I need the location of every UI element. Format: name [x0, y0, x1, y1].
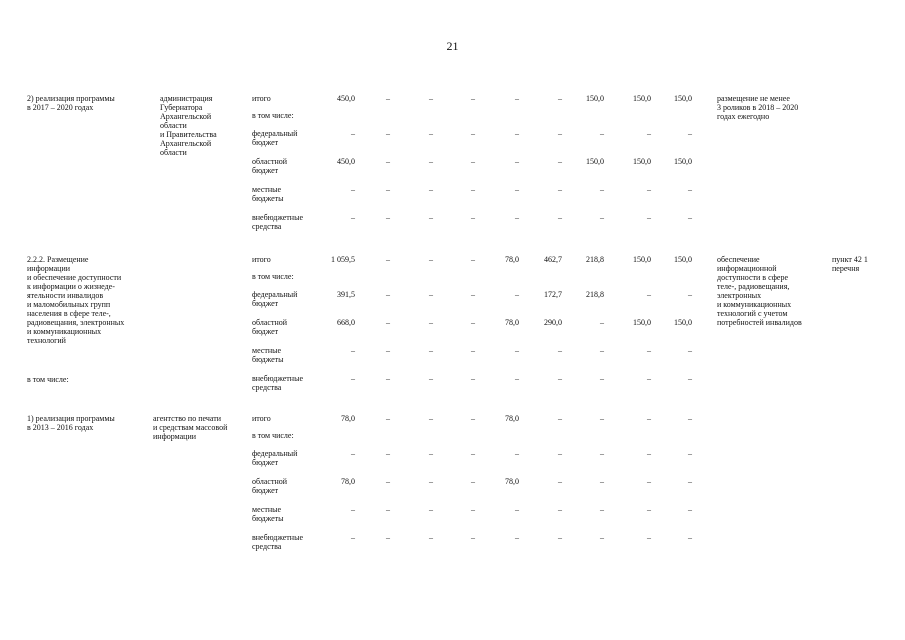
amount-cell: 391,5: [337, 290, 355, 299]
amount-cell: –: [688, 449, 692, 458]
amount-cell: 150,0: [674, 157, 692, 166]
amount-cell: –: [515, 185, 519, 194]
amount-cell: –: [471, 505, 475, 514]
amount-cell: –: [386, 374, 390, 383]
funding-source-label: в том числе:: [252, 272, 294, 281]
amount-cell: –: [600, 533, 604, 542]
amount-cell: –: [558, 505, 562, 514]
amount-cell: –: [515, 213, 519, 222]
amount-cell: –: [471, 213, 475, 222]
amount-cell: –: [600, 318, 604, 327]
funding-source-label: областной бюджет: [252, 477, 288, 495]
amount-cell: –: [386, 318, 390, 327]
amount-cell: –: [351, 533, 355, 542]
amount-cell: –: [558, 533, 562, 542]
amount-cell: –: [471, 346, 475, 355]
amount-cell: –: [688, 533, 692, 542]
amount-cell: –: [471, 157, 475, 166]
amount-cell: –: [429, 505, 433, 514]
amount-cell: –: [471, 129, 475, 138]
amount-cell: –: [600, 346, 604, 355]
amount-cell: –: [515, 374, 519, 383]
amount-cell: 150,0: [674, 94, 692, 103]
amount-cell: –: [647, 477, 651, 486]
amount-cell: –: [386, 533, 390, 542]
amount-cell: –: [429, 157, 433, 166]
section-result: обеспечение информационной доступности в сфере теле-, радиовещания, электронных и коммуникационных технологий с учетом потребностей инвалидов: [717, 255, 802, 327]
funding-source-label: внебюджетные средства: [252, 213, 303, 231]
amount-cell: –: [600, 374, 604, 383]
funding-source-label: итого: [252, 94, 271, 103]
amount-cell: 78,0: [505, 477, 519, 486]
amount-cell: –: [688, 477, 692, 486]
amount-cell: –: [558, 449, 562, 458]
amount-cell: 150,0: [633, 255, 651, 264]
amount-cell: –: [558, 185, 562, 194]
amount-cell: –: [429, 213, 433, 222]
amount-cell: –: [515, 290, 519, 299]
amount-cell: 1 059,5: [331, 255, 355, 264]
page-number: 21: [446, 39, 459, 53]
amount-cell: –: [558, 477, 562, 486]
amount-cell: –: [515, 94, 519, 103]
amount-cell: –: [647, 374, 651, 383]
amount-cell: –: [688, 505, 692, 514]
amount-cell: –: [558, 374, 562, 383]
amount-cell: –: [647, 185, 651, 194]
amount-cell: –: [429, 255, 433, 264]
amount-cell: –: [386, 346, 390, 355]
amount-cell: 150,0: [633, 94, 651, 103]
amount-cell: –: [558, 213, 562, 222]
amount-cell: –: [558, 94, 562, 103]
amount-cell: 150,0: [633, 318, 651, 327]
amount-cell: –: [647, 290, 651, 299]
funding-source-label: федеральный бюджет: [252, 290, 298, 308]
amount-cell: 78,0: [341, 477, 355, 486]
amount-cell: –: [558, 346, 562, 355]
section-footer-note: в том числе:: [27, 375, 69, 384]
amount-cell: 78,0: [341, 414, 355, 423]
amount-cell: 668,0: [337, 318, 355, 327]
section-reference: пункт 42 1 перечня: [832, 255, 868, 273]
amount-cell: –: [351, 374, 355, 383]
amount-cell: –: [429, 185, 433, 194]
amount-cell: 462,7: [544, 255, 562, 264]
amount-cell: 450,0: [337, 94, 355, 103]
amount-cell: –: [351, 505, 355, 514]
amount-cell: –: [351, 185, 355, 194]
amount-cell: –: [471, 94, 475, 103]
amount-cell: –: [600, 129, 604, 138]
amount-cell: 150,0: [674, 255, 692, 264]
amount-cell: 150,0: [586, 94, 604, 103]
amount-cell: –: [429, 477, 433, 486]
amount-cell: –: [429, 414, 433, 423]
amount-cell: –: [351, 449, 355, 458]
amount-cell: –: [351, 346, 355, 355]
funding-source-label: федеральный бюджет: [252, 449, 298, 467]
amount-cell: –: [386, 94, 390, 103]
amount-cell: –: [429, 318, 433, 327]
amount-cell: –: [688, 374, 692, 383]
amount-cell: –: [471, 185, 475, 194]
amount-cell: –: [688, 414, 692, 423]
amount-cell: 78,0: [505, 414, 519, 423]
funding-source-label: итого: [252, 414, 271, 423]
amount-cell: –: [647, 505, 651, 514]
amount-cell: –: [515, 346, 519, 355]
amount-cell: –: [688, 290, 692, 299]
amount-cell: –: [429, 290, 433, 299]
amount-cell: 78,0: [505, 255, 519, 264]
funding-source-label: местные бюджеты: [252, 346, 284, 364]
amount-cell: –: [471, 255, 475, 264]
amount-cell: 218,8: [586, 255, 604, 264]
funding-source-label: местные бюджеты: [252, 505, 284, 523]
amount-cell: –: [386, 213, 390, 222]
amount-cell: –: [515, 157, 519, 166]
funding-source-label: в том числе:: [252, 111, 294, 120]
amount-cell: –: [558, 414, 562, 423]
amount-cell: –: [471, 318, 475, 327]
amount-cell: –: [386, 449, 390, 458]
amount-cell: –: [600, 505, 604, 514]
amount-cell: –: [600, 477, 604, 486]
amount-cell: –: [515, 533, 519, 542]
amount-cell: 290,0: [544, 318, 562, 327]
amount-cell: 150,0: [633, 157, 651, 166]
amount-cell: –: [558, 157, 562, 166]
amount-cell: –: [515, 129, 519, 138]
amount-cell: –: [471, 477, 475, 486]
amount-cell: –: [515, 505, 519, 514]
amount-cell: 78,0: [505, 318, 519, 327]
amount-cell: –: [386, 414, 390, 423]
amount-cell: –: [351, 129, 355, 138]
amount-cell: –: [471, 374, 475, 383]
amount-cell: –: [647, 213, 651, 222]
amount-cell: –: [429, 346, 433, 355]
amount-cell: –: [386, 129, 390, 138]
funding-source-label: внебюджетные средства: [252, 374, 303, 392]
funding-source-label: внебюджетные средства: [252, 533, 303, 551]
amount-cell: –: [386, 255, 390, 264]
section-name: 2.2.2. Размещение информации и обеспечение доступности к информации о жизнеде- ятельности инвалидов и маломобильных групп населения в сфере теле-, радиовещания, электронных и коммуникационных технологий: [27, 255, 125, 345]
funding-source-label: областной бюджет: [252, 318, 288, 336]
funding-source-label: федеральный бюджет: [252, 129, 298, 147]
amount-cell: –: [688, 129, 692, 138]
amount-cell: –: [471, 290, 475, 299]
amount-cell: 172,7: [544, 290, 562, 299]
section-name: 2) реализация программы в 2017 – 2020 годах: [27, 94, 115, 112]
amount-cell: –: [429, 94, 433, 103]
amount-cell: –: [351, 213, 355, 222]
amount-cell: –: [688, 346, 692, 355]
amount-cell: –: [386, 290, 390, 299]
section-name: 1) реализация программы в 2013 – 2016 годах: [27, 414, 115, 432]
amount-cell: –: [471, 449, 475, 458]
amount-cell: –: [600, 185, 604, 194]
amount-cell: –: [688, 185, 692, 194]
amount-cell: –: [688, 213, 692, 222]
amount-cell: –: [600, 213, 604, 222]
amount-cell: –: [600, 414, 604, 423]
amount-cell: 150,0: [586, 157, 604, 166]
amount-cell: –: [515, 449, 519, 458]
amount-cell: –: [647, 414, 651, 423]
amount-cell: –: [647, 533, 651, 542]
section-executor: агентство по печати и средствам массовой информации: [153, 414, 228, 441]
section-executor: администрация Губернатора Архангельской области и Правительства Архангельской области: [160, 94, 217, 157]
amount-cell: –: [429, 449, 433, 458]
amount-cell: –: [647, 449, 651, 458]
amount-cell: –: [386, 477, 390, 486]
amount-cell: 450,0: [337, 157, 355, 166]
amount-cell: –: [429, 374, 433, 383]
amount-cell: –: [471, 533, 475, 542]
amount-cell: –: [429, 533, 433, 542]
funding-source-label: местные бюджеты: [252, 185, 284, 203]
section-result: размещение не менее 3 роликов в 2018 – 2020 годах ежегодно: [717, 94, 799, 121]
amount-cell: –: [471, 414, 475, 423]
amount-cell: –: [386, 505, 390, 514]
amount-cell: 150,0: [674, 318, 692, 327]
amount-cell: –: [386, 157, 390, 166]
amount-cell: 218,8: [586, 290, 604, 299]
amount-cell: –: [647, 346, 651, 355]
amount-cell: –: [600, 449, 604, 458]
funding-source-label: областной бюджет: [252, 157, 288, 175]
funding-source-label: в том числе:: [252, 431, 294, 440]
funding-source-label: итого: [252, 255, 271, 264]
amount-cell: –: [647, 129, 651, 138]
amount-cell: –: [429, 129, 433, 138]
amount-cell: –: [386, 185, 390, 194]
amount-cell: –: [558, 129, 562, 138]
